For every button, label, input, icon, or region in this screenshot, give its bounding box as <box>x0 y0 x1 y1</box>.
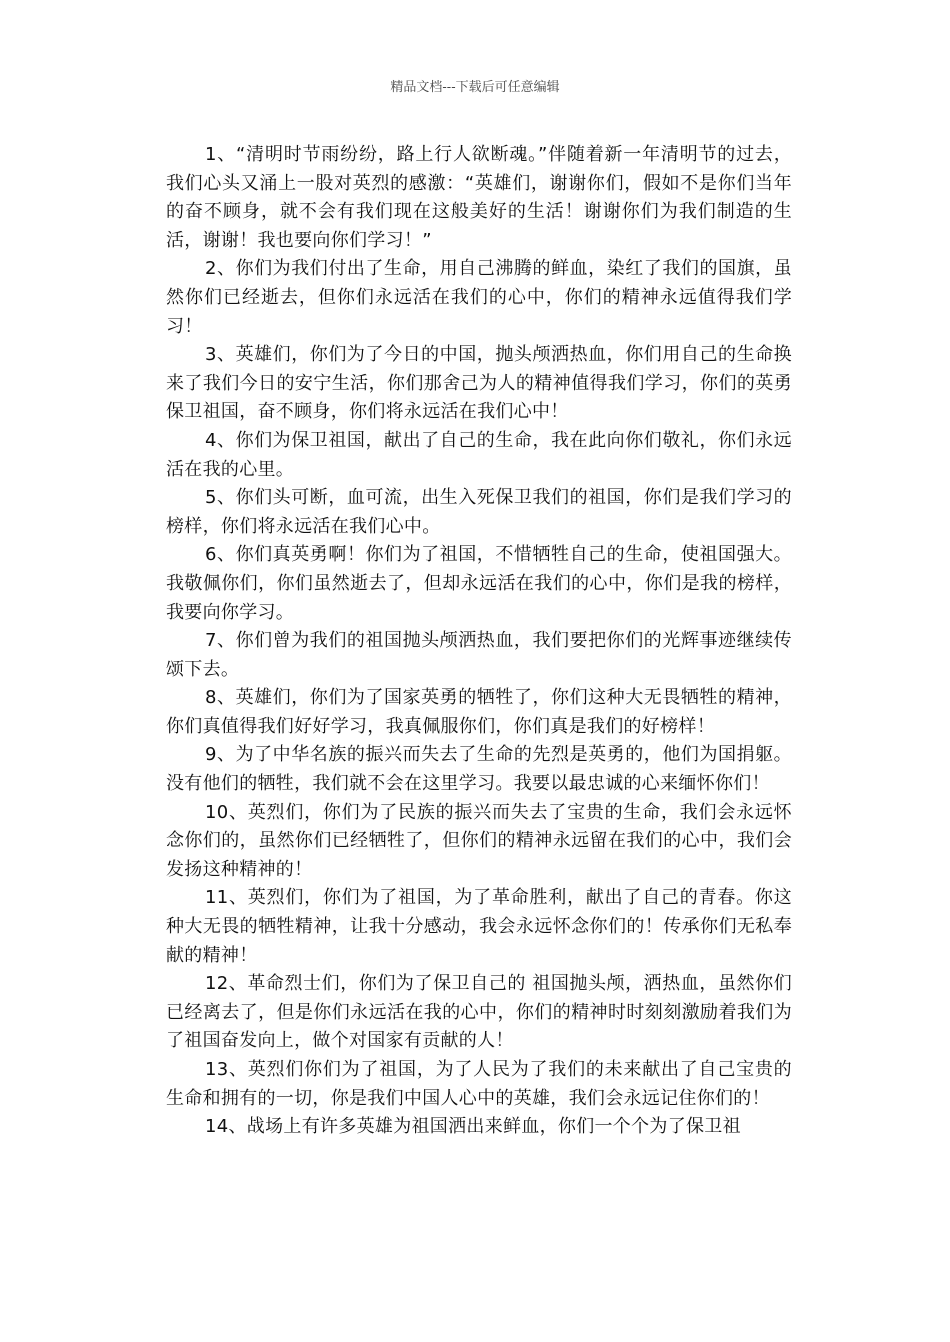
paragraph-9: 9、为了中华名族的振兴而失去了生命的先烈是英勇的，他们为国捐躯。没有他们的牺牲，我们就不会在这里学习。我要以最忠诚的心来缅怀你们！ <box>166 744 792 795</box>
paragraph-10: 10、英烈们，你们为了民族的振兴而失去了宝贵的生命，我们会永远怀念你们的，虽然你们已经牺牲了，但你们的精神永远留在我们的心中，我们会发扬这种精神的！ <box>166 801 792 880</box>
page-header: 精品文档---下载后可任意编辑 <box>390 80 560 95</box>
paragraph-8: 8、英雄们，你们为了国家英勇的牺牲了，你们这种大无畏牺牲的精神，你们真值得我们好好学习，我真佩服你们，你们真是我们的好榜样！ <box>166 687 792 737</box>
paragraph-7: 7、你们曾为我们的祖国抛头颅洒热血，我们要把你们的光辉事迹继续传颂下去。 <box>166 630 792 680</box>
paragraph-13: 13、英烈们你们为了祖国，为了人民为了我们的未来献出了自己宝贵的生命和拥有的一切，你是我们中国人心中的英雄，我们会永远记住你们的！ <box>166 1059 792 1109</box>
paragraph-14: 14、战场上有许多英雄为祖国洒出来鲜血，你们一个个为了保卫祖 <box>205 1116 741 1138</box>
paragraph-2: 2、你们为我们付出了生命，用自己沸腾的鲜血，染红了我们的国旗，虽然你们已经逝去，但你们永远活在我们的心中，你们的精神永远值得我们学习！ <box>166 258 792 337</box>
paragraph-1: 1、“清明时节雨纷纷，路上行人欲断魂。”伴随着新一年清明节的过去，我们心头又涌上一股对英烈的感激：“英雄们，谢谢你们，假如不是你们当年的奋不顾身，就不会有我们现在这般美好的生活！谢谢你们为我们制造的生活，谢谢！我也要向你们学习！” <box>166 144 792 251</box>
paragraph-3: 3、英雄们，你们为了今日的中国，抛头颅洒热血，你们用自己的生命换来了我们今日的安宁生活，你们那舍己为人的精神值得我们学习，你们的英勇保卫祖国，奋不顾身，你们将永远活在我们心中！ <box>166 344 792 423</box>
paragraph-11: 11、英烈们，你们为了祖国，为了革命胜利，献出了自己的青春。你这种大无畏的牺牲精神，让我十分感动，我会永远怀念你们的！传承你们无私奉献的精神！ <box>166 887 792 966</box>
paragraph-6: 6、你们真英勇啊！你们为了祖国，不惜牺牲自己的生命，使祖国强大。我敬佩你们，你们虽然逝去了，但却永远活在我们的心中，你们是我的榜样，我要向你学习。 <box>166 544 792 623</box>
paragraph-5: 5、你们头可断，血可流，出生入死保卫我们的祖国，你们是我们学习的榜样，你们将永远活在我们心中。 <box>166 487 792 537</box>
document-body <box>166 141 792 1142</box>
paragraph-4: 4、你们为保卫祖国，献出了自己的生命，我在此向你们敬礼，你们永远活在我的心里。 <box>166 429 792 480</box>
paragraph-12: 12、革命烈士们，你们为了保卫自己的 祖国抛头颅，洒热血，虽然你们已经离去了，但是你们永远活在我的心中，你们的精神时时刻刻激励着我们为了祖国奋发向上，做个对国家有贡献的人！ <box>166 973 792 1052</box>
